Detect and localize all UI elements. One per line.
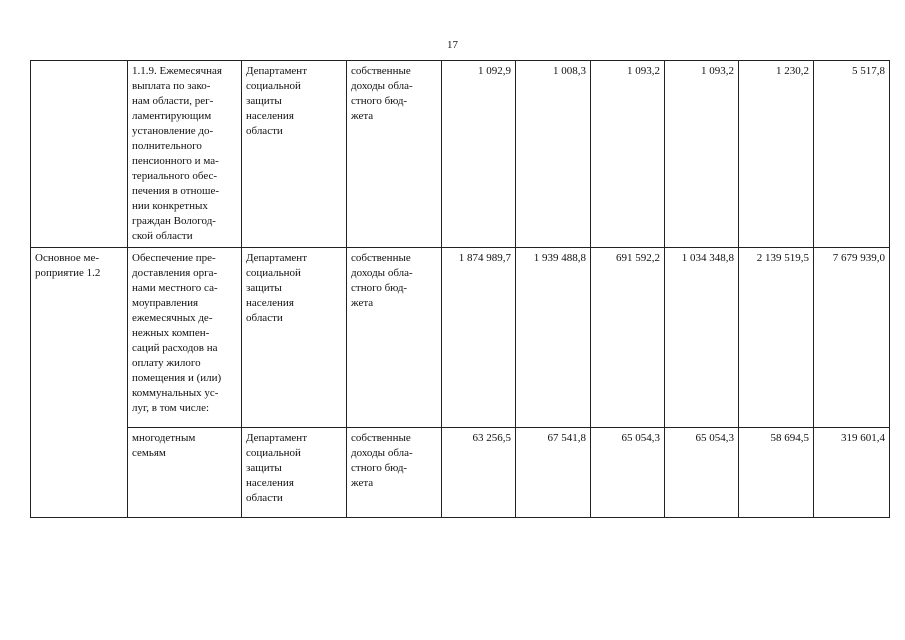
total-cell: 319 601,4 <box>814 428 890 518</box>
executor-cell: Департамент социальной защиты населения области <box>242 61 347 248</box>
budget-table <box>30 60 890 518</box>
funding-source-cell: собственные доходы обла- стного бюд- жета <box>347 248 442 428</box>
table-row <box>31 61 890 248</box>
funding-source-cell: собственные доходы обла- стного бюд- жета <box>347 428 442 518</box>
executor-cell: Департамент социальной защиты населения области <box>242 248 347 428</box>
value-cell: 1 093,2 <box>591 61 665 248</box>
executor-cell: Департамент социальной защиты населения области <box>242 428 347 518</box>
value-cell: 1 092,9 <box>442 61 516 248</box>
table-row <box>31 428 890 518</box>
description-cell: многодетным семьям <box>128 428 242 518</box>
value-cell: 1 230,2 <box>739 61 814 248</box>
description-cell: 1.1.9. Ежемесячная выплата по зако- нам области, рег- ламентирующим установление до- полнительного пенсионного и ма- териального обес- печения в отноше- нии конкретных граждан Вологод- ской области <box>128 61 242 248</box>
value-cell: 1 008,3 <box>516 61 591 248</box>
description-cell: Обеспечение пре- доставления орга- нами местного са- моуправления ежемесячных де- нежных компен- саций расходов на оплату жилого помещения и (или) коммунальных ус- луг, в том числе: <box>128 248 242 428</box>
table-row <box>31 248 890 428</box>
value-cell: 65 054,3 <box>591 428 665 518</box>
value-cell: 1 874 989,7 <box>442 248 516 428</box>
total-cell: 7 679 939,0 <box>814 248 890 428</box>
value-cell: 2 139 519,5 <box>739 248 814 428</box>
activity-cell <box>31 61 128 248</box>
value-cell: 58 694,5 <box>739 428 814 518</box>
total-cell: 5 517,8 <box>814 61 890 248</box>
value-cell: 1 093,2 <box>665 61 739 248</box>
value-cell: 65 054,3 <box>665 428 739 518</box>
value-cell: 67 541,8 <box>516 428 591 518</box>
page-number: 17 <box>447 39 458 51</box>
activity-cell: Основное ме- роприятие 1.2 <box>31 248 128 518</box>
funding-source-cell: собственные доходы обла- стного бюд- жета <box>347 61 442 248</box>
value-cell: 1 034 348,8 <box>665 248 739 428</box>
value-cell: 1 939 488,8 <box>516 248 591 428</box>
value-cell: 691 592,2 <box>591 248 665 428</box>
value-cell: 63 256,5 <box>442 428 516 518</box>
